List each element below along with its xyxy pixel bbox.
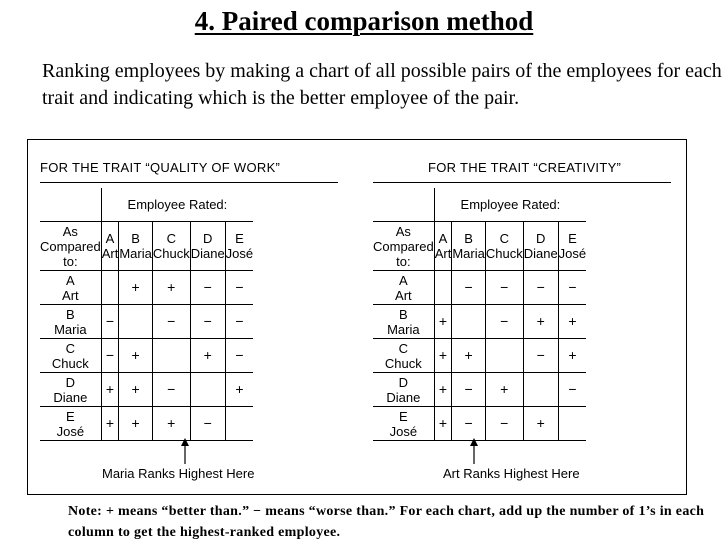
comparison-cell: + xyxy=(119,271,153,305)
comparison-cell: − xyxy=(485,271,523,305)
table-row xyxy=(373,407,586,441)
column-letter: B xyxy=(131,231,140,246)
row-letter: B xyxy=(399,306,408,322)
column-letter: D xyxy=(202,231,213,246)
comparison-cell: + xyxy=(152,407,190,441)
column-header xyxy=(485,222,523,271)
row-letter: B xyxy=(66,306,75,322)
row-letter: C xyxy=(398,340,409,356)
row-header xyxy=(40,305,101,339)
row-letter: A xyxy=(66,272,75,288)
highest-rank-label: Maria Ranks Highest Here xyxy=(102,466,255,481)
comparison-cell: − xyxy=(225,271,253,305)
table-row xyxy=(373,271,586,305)
column-header xyxy=(119,222,153,271)
row-header xyxy=(373,339,434,373)
row-name: Chuck xyxy=(384,355,422,371)
column-letter: E xyxy=(568,231,577,246)
table-row xyxy=(40,339,253,373)
corner-line: to: xyxy=(396,253,411,269)
row-name: Diane xyxy=(386,389,421,405)
row-name: Chuck xyxy=(51,355,89,371)
column-letter: C xyxy=(499,231,509,246)
column-header xyxy=(190,222,225,271)
comparison-table xyxy=(373,188,586,441)
column-header xyxy=(152,222,190,271)
chart-title-rule xyxy=(40,182,338,183)
employee-rated-label: Employee Rated: xyxy=(101,188,253,222)
row-header xyxy=(373,271,434,305)
corner-label xyxy=(373,222,434,271)
column-name: Art xyxy=(434,246,452,261)
arrow-up-icon xyxy=(178,438,192,464)
comparison-cell xyxy=(152,339,190,373)
row-header xyxy=(373,407,434,441)
row-header xyxy=(373,373,434,407)
column-header xyxy=(452,222,486,271)
table-row xyxy=(40,407,253,441)
comparison-cell: + xyxy=(101,407,119,441)
column-letter: D xyxy=(535,231,546,246)
row-name: Art xyxy=(62,287,79,303)
comparison-cell xyxy=(485,339,523,373)
comparison-cell xyxy=(119,305,153,339)
comparison-cell: − xyxy=(558,373,586,407)
row-name: José xyxy=(389,423,418,439)
column-letter: C xyxy=(166,231,176,246)
comparison-cell: + xyxy=(101,373,119,407)
comparison-cell: + xyxy=(434,305,452,339)
comparison-cell: + xyxy=(452,339,486,373)
corner-line: Compared xyxy=(40,238,101,254)
row-header xyxy=(40,407,101,441)
comparison-cell: − xyxy=(523,271,558,305)
comparison-cell xyxy=(452,305,486,339)
comparison-cell: + xyxy=(523,407,558,441)
row-name: Maria xyxy=(54,321,87,337)
column-name: Maria xyxy=(119,246,152,261)
row-letter: D xyxy=(65,374,76,390)
corner-line: to: xyxy=(63,253,78,269)
comparison-table xyxy=(40,188,253,441)
comparison-cell: + xyxy=(119,407,153,441)
comparison-cell: − xyxy=(190,271,225,305)
comparison-cell: − xyxy=(101,305,119,339)
column-letter: A xyxy=(438,231,448,246)
comparison-cell: + xyxy=(558,339,586,373)
column-letter: A xyxy=(105,231,115,246)
table-row xyxy=(373,373,586,407)
corner-line: As xyxy=(395,223,411,239)
table-row xyxy=(40,271,253,305)
column-name: Chuck xyxy=(152,246,190,261)
table-row xyxy=(373,305,586,339)
column-name: Art xyxy=(101,246,119,261)
comparison-cell: + xyxy=(190,339,225,373)
corner-blank xyxy=(373,188,434,222)
column-name: Maria xyxy=(452,246,485,261)
row-name: Maria xyxy=(387,321,420,337)
comparison-cell: − xyxy=(485,305,523,339)
comparison-cell: + xyxy=(485,373,523,407)
comparison-cell: + xyxy=(434,373,452,407)
comparison-cell: + xyxy=(152,271,190,305)
column-name: José xyxy=(558,246,587,261)
employee-rated-label: Employee Rated: xyxy=(434,188,586,222)
comparison-cell: − xyxy=(558,271,586,305)
comparison-cell xyxy=(190,373,225,407)
row-letter: E xyxy=(399,408,408,424)
intro-text: Ranking employees by making a chart of all possible pairs of the employees for each trait and indicating which is the better employee of the pair. xyxy=(42,60,722,109)
corner-line: Compared xyxy=(373,238,434,254)
row-name: Diane xyxy=(53,389,88,405)
row-letter: D xyxy=(398,374,409,390)
chart-title-rule xyxy=(373,182,671,183)
corner-label xyxy=(40,222,101,271)
comparison-cell: − xyxy=(452,407,486,441)
row-header xyxy=(40,339,101,373)
comparison-cell: + xyxy=(558,305,586,339)
comparison-cell: − xyxy=(452,373,486,407)
column-name: José xyxy=(225,246,254,261)
column-header xyxy=(523,222,558,271)
comparison-cell: + xyxy=(225,373,253,407)
row-letter: E xyxy=(66,408,75,424)
comparison-cell: − xyxy=(225,339,253,373)
comparison-cell: − xyxy=(523,339,558,373)
comparison-cell: + xyxy=(523,305,558,339)
arrow-up-icon xyxy=(467,438,481,464)
column-letter: B xyxy=(464,231,473,246)
table-row xyxy=(40,305,253,339)
column-header xyxy=(434,222,452,271)
row-letter: A xyxy=(399,272,408,288)
column-header xyxy=(225,222,253,271)
comparison-cell: − xyxy=(101,339,119,373)
comparison-cell: − xyxy=(152,373,190,407)
column-header xyxy=(558,222,586,271)
row-name: José xyxy=(56,423,85,439)
corner-blank xyxy=(40,188,101,222)
comparison-cell xyxy=(523,373,558,407)
column-letter: E xyxy=(235,231,244,246)
chart-title: FOR THE TRAIT “CREATIVITY” xyxy=(428,160,622,175)
row-header xyxy=(40,373,101,407)
column-name: Diane xyxy=(190,246,225,261)
comparison-cell: + xyxy=(434,407,452,441)
row-name: Art xyxy=(395,287,412,303)
comparison-cell: + xyxy=(119,373,153,407)
table-row xyxy=(40,373,253,407)
column-name: Diane xyxy=(523,246,558,261)
column-header xyxy=(101,222,119,271)
comparison-cell: − xyxy=(152,305,190,339)
comparison-cell xyxy=(558,407,586,441)
row-letter: C xyxy=(65,340,76,356)
corner-line: As xyxy=(62,223,78,239)
comparison-cell: − xyxy=(452,271,486,305)
comparison-cell: − xyxy=(485,407,523,441)
comparison-cell: + xyxy=(119,339,153,373)
chart-title: FOR THE TRAIT “QUALITY OF WORK” xyxy=(40,160,281,175)
column-name: Chuck xyxy=(485,246,523,261)
comparison-cell: − xyxy=(190,305,225,339)
row-header xyxy=(40,271,101,305)
comparison-cell: − xyxy=(225,305,253,339)
comparison-cell: + xyxy=(434,339,452,373)
comparison-cell xyxy=(225,407,253,441)
table-row xyxy=(373,339,586,373)
comparison-cell xyxy=(101,271,119,305)
page-title: 4. Paired comparison method xyxy=(194,6,534,36)
footnote: Note: + means “better than.” − means “worse than.” For each chart, add up the number of 1’s in each column to get the highest-ranked employee. xyxy=(68,504,705,540)
row-header xyxy=(373,305,434,339)
comparison-cell xyxy=(434,271,452,305)
highest-rank-label: Art Ranks Highest Here xyxy=(443,466,580,481)
comparison-cell: − xyxy=(190,407,225,441)
